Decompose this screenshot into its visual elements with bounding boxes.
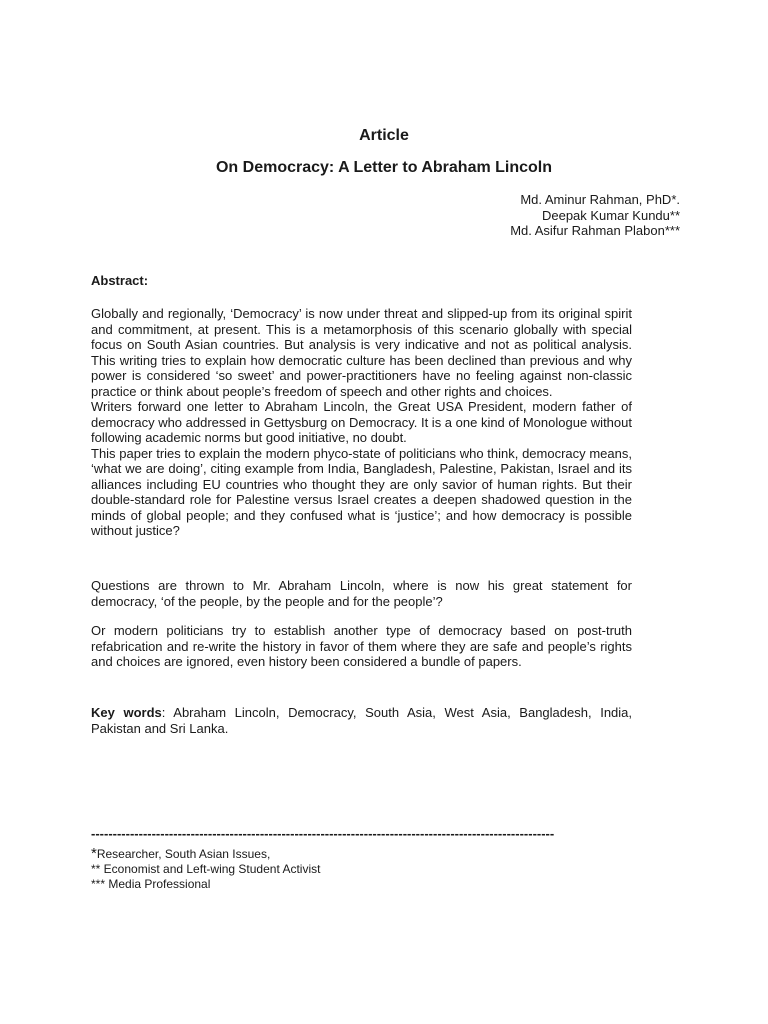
author-3: Md. Asifur Rahman Plabon*** [510, 223, 680, 238]
abstract-body [91, 306, 632, 539]
author-list [510, 192, 680, 239]
footnotes [91, 846, 320, 892]
abstract-paragraph-2: Writers forward one letter to Abraham Lincoln, the Great USA President, modern father of democracy who addressed in Gettysburg on Democracy. It is a one kind of Monologue without following academic norms but good initiative, no doubt. [91, 399, 632, 445]
keywords-label: Key words [91, 705, 162, 720]
abstract-heading: Abstract: [91, 273, 149, 288]
article-label: Article [359, 127, 409, 144]
author-1: Md. Aminur Rahman, PhD*. [520, 192, 680, 207]
footnote-1-marker: * [91, 845, 97, 862]
abstract-paragraph-5: Or modern politicians try to establish another type of democracy based on post-truth refabrication and re-write the history in favor of them where they are safe and people’s rights and choices are ignored, even history been considered a bundle of papers. [91, 623, 632, 669]
author-2: Deepak Kumar Kundu** [541, 207, 680, 223]
keywords-text: : Abraham Lincoln, Democracy, South Asia, West Asia, Bangladesh, India, Pakistan and Sri Lanka. [91, 705, 633, 736]
footnote-2: ** Economist and Left-wing Student Activist [91, 862, 321, 876]
footnote-3: *** Media Professional [91, 877, 211, 891]
abstract-paragraph-1: Globally and regionally, ‘Democracy’ is now under threat and slipped-up from its original spirit and commitment, at present. This is a metamorphosis of this scenario globally with special focus on South Asian countries. But analysis is very indicative and not as political analysis. This writing tries to explain how democratic culture has been declined than previous and why power is considered ‘so sweet’ and power-practitioners have no feeling against non-classic practice or think about people’s freedom of speech and other rights and choices. [91, 306, 632, 399]
footnote-separator: ----------------------------------------------------------------------------------------------------------- [91, 826, 555, 841]
footnote-1 [91, 846, 320, 862]
keywords [91, 705, 632, 736]
paper-title: On Democracy: A Letter to Abraham Lincoln [215, 159, 553, 176]
abstract-paragraph-3: This paper tries to explain the modern phyco-state of politicians who think, democracy means, ‘what we are doing’, citing example from India, Bangladesh, Palestine, Pakistan, Israel and its alliances including EU countries who thought they are only savior of human rights. But their double-standard role for Palestine versus Israel creates a deepen shadowed question in the minds of global people; and they confused what is ‘justice’; and how democracy is possible without justice? [91, 445, 632, 538]
abstract-paragraph-4: Questions are thrown to Mr. Abraham Lincoln, where is now his great statement for democracy, ‘of the people, by the people and for the people’? [91, 578, 632, 609]
footnote-1-text: Researcher, South Asian Issues, [96, 847, 271, 861]
